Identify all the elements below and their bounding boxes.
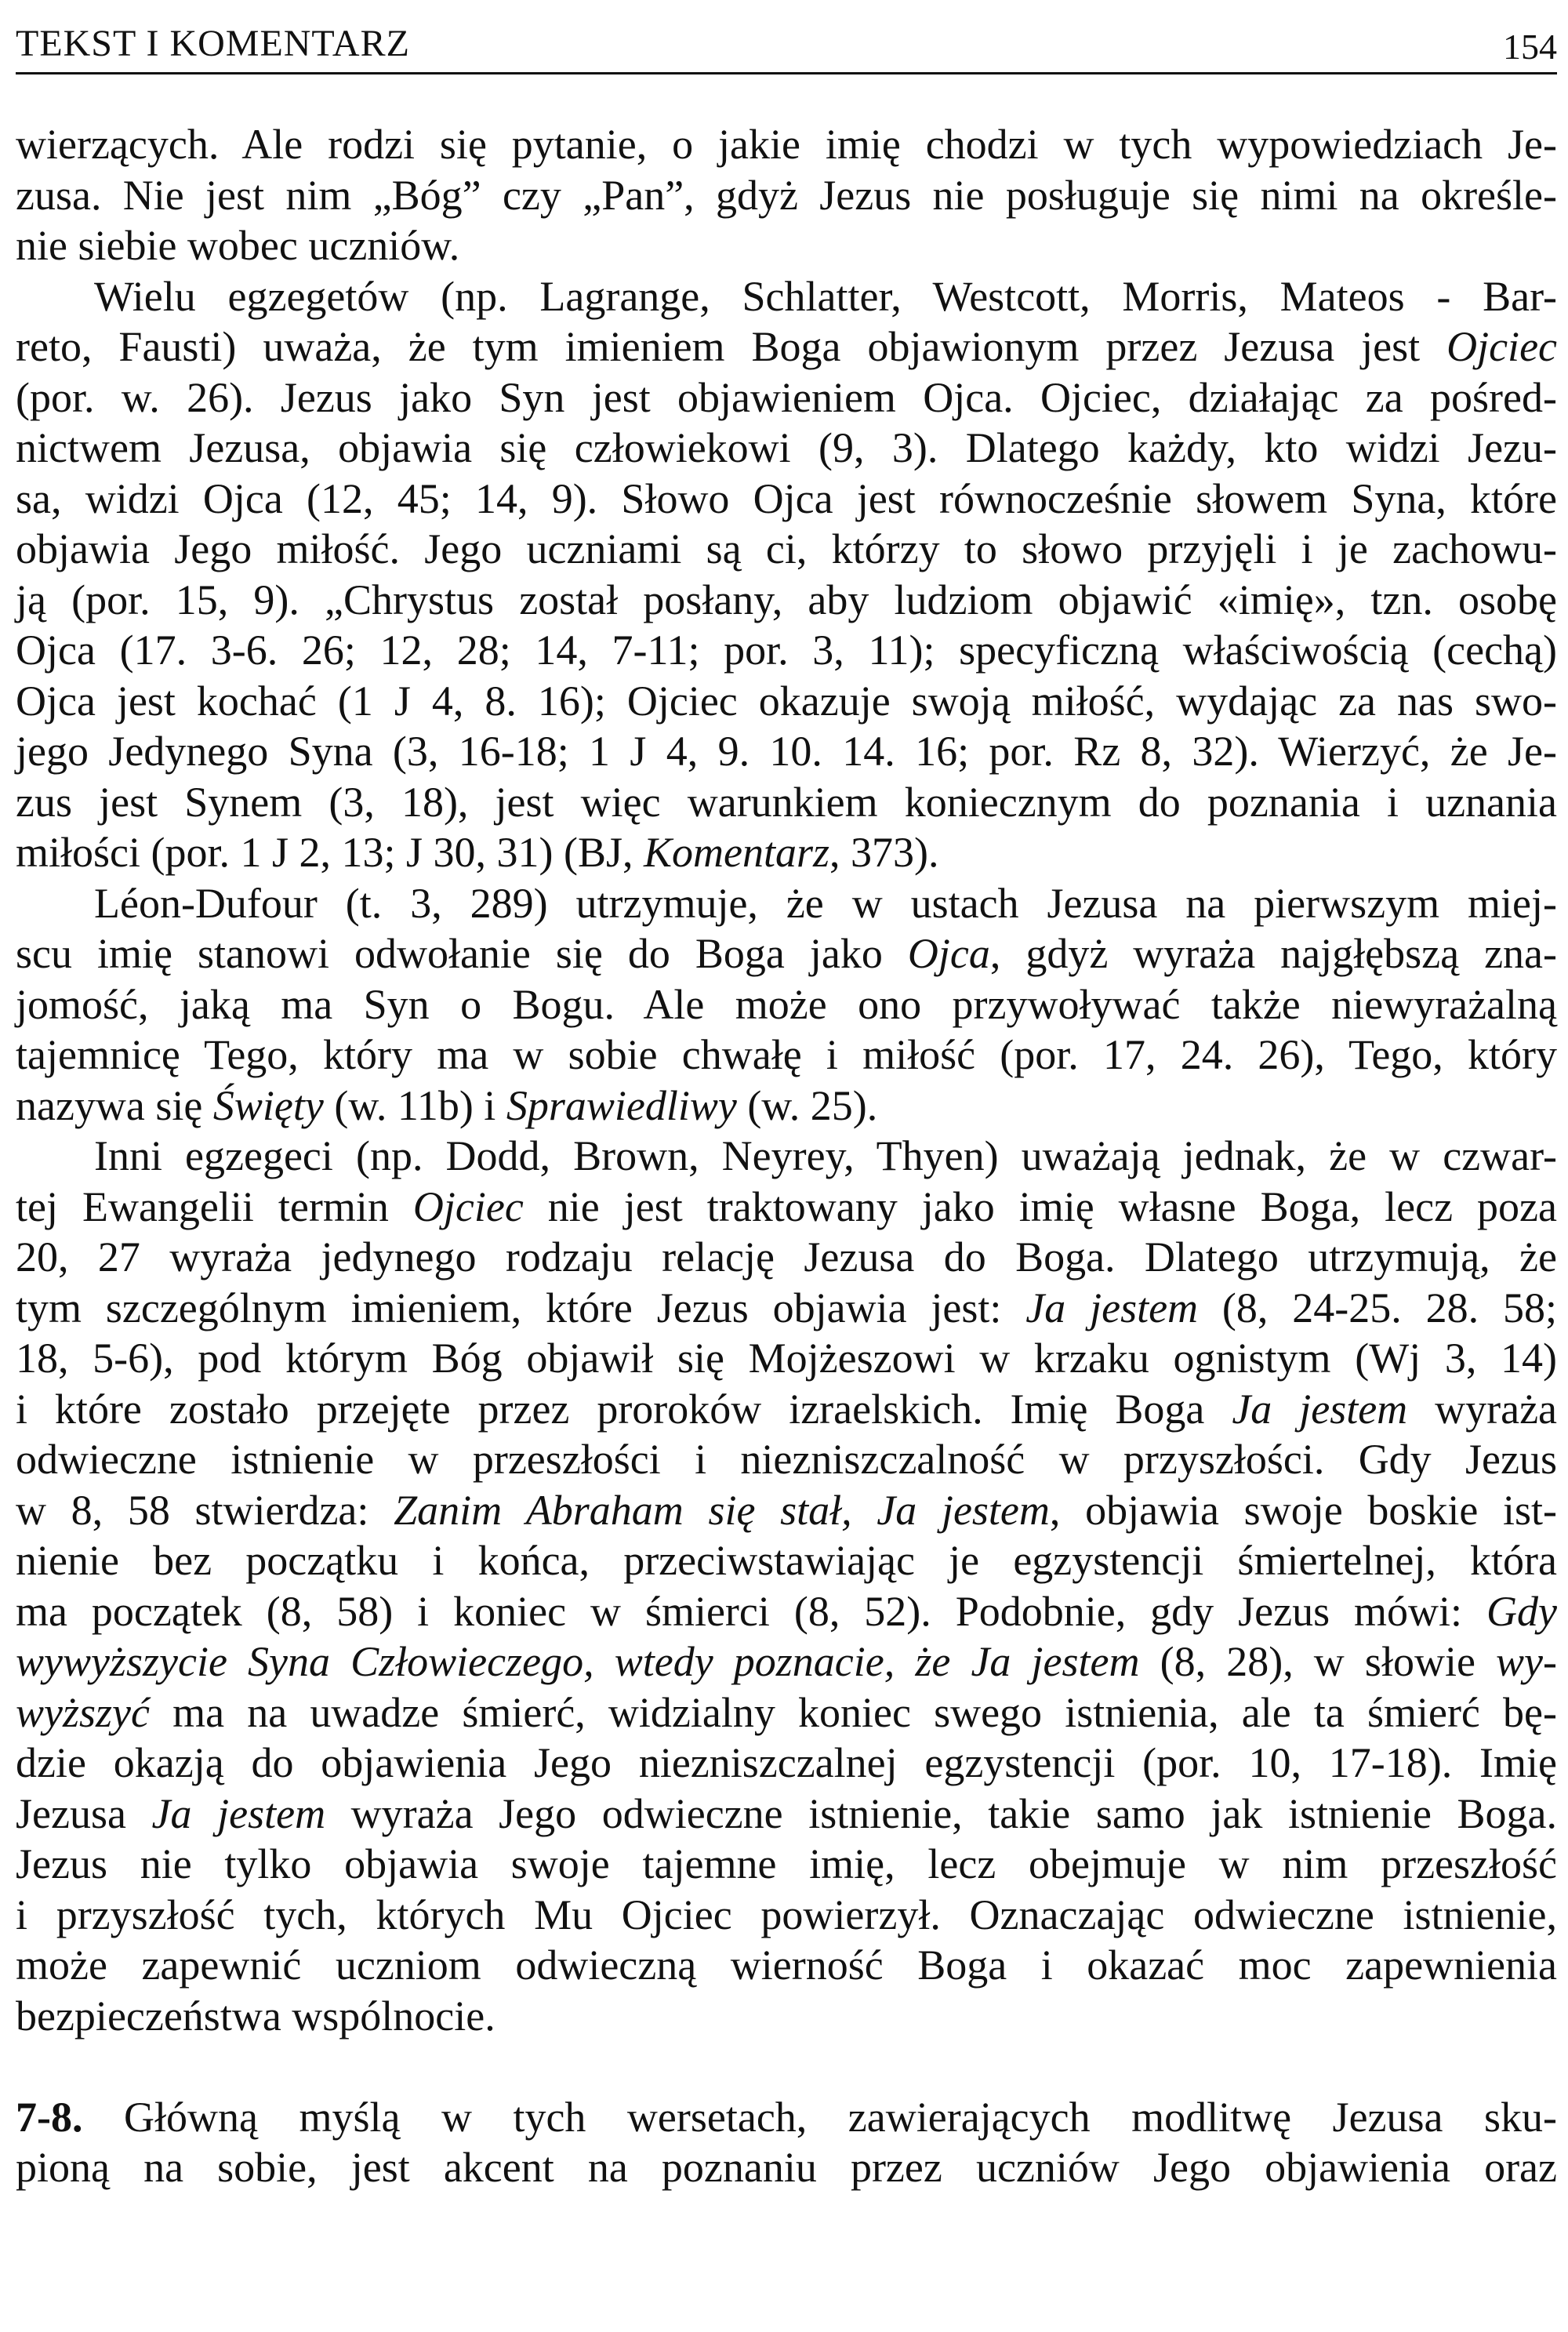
text-segment: Ojca (17. 3-6. 26; 12, 28; 14, 7-11; por. 3, 11); specyficzną właściwością (cechą) xyxy=(16,627,1557,674)
text-segment: nie jest traktowany jako imię własne Boga, lecz poza xyxy=(523,1182,1557,1230)
text-line xyxy=(16,474,1557,525)
text-segment: odwieczne istnienie w przeszłości i niezniszczalność w przyszłości. Gdy Jezus xyxy=(16,1436,1557,1483)
text-segment: (8, 24-25. 28. 58; xyxy=(1198,1284,1557,1331)
text-line xyxy=(16,1333,1557,1384)
text-line xyxy=(16,777,1557,828)
text-line xyxy=(16,1182,1557,1233)
text-line xyxy=(16,928,1557,979)
text-segment: , 373). xyxy=(829,829,939,876)
italic-text: Ja jestem xyxy=(1025,1284,1199,1331)
text-line xyxy=(16,1030,1557,1081)
text-segment: (por. w. 26). Jezus jako Syn jest objawieniem Ojca. Ojciec, działając za pośred- xyxy=(16,373,1557,421)
italic-text: Ja jestem xyxy=(151,1789,326,1837)
text-line xyxy=(16,625,1557,676)
text-line xyxy=(16,524,1557,575)
text-segment: ma na uwadze śmierć, widzialny koniec swego istnienia, ale ta śmierć bę- xyxy=(149,1688,1557,1736)
text-segment: nienie bez początku i końca, przeciwstawiając je egzystencji śmiertelnej, która xyxy=(16,1537,1557,1584)
text-line xyxy=(16,1586,1557,1637)
italic-text: Zanim Abraham się stał, Ja jestem xyxy=(394,1486,1050,1534)
text-line xyxy=(16,1232,1557,1283)
italic-text: wywyższycie Syna Człowieczego, wtedy poznacie, że Ja jestem xyxy=(16,1638,1140,1685)
text-segment: tej Ewangelii termin xyxy=(16,1182,413,1230)
italic-text: Sprawiedliwy xyxy=(506,1081,737,1129)
italic-text: wy- xyxy=(1496,1638,1557,1685)
italic-text: Ojca xyxy=(907,930,990,977)
text-segment: nazywa się xyxy=(16,1081,213,1129)
text-segment: Léon-Dufour (t. 3, 289) utrzymuje, że w ustach Jezusa na pierwszym miej- xyxy=(94,879,1557,927)
text-line xyxy=(16,372,1557,423)
text-segment: nie siebie wobec uczniów. xyxy=(16,222,460,269)
italic-text: wyższyć xyxy=(16,1688,150,1736)
text-segment: tym szczególnym imieniem, które Jezus objawia jest: xyxy=(16,1284,1026,1331)
italic-text: Gdy xyxy=(1486,1587,1557,1635)
text-line xyxy=(16,827,1557,878)
italic-text: Ojciec xyxy=(1446,323,1557,370)
text-line xyxy=(16,878,1557,929)
text-line xyxy=(16,676,1557,727)
text-line xyxy=(16,979,1557,1030)
text-segment: bezpieczeństwa wspólnocie. xyxy=(16,1992,495,2040)
text-line xyxy=(16,1890,1557,1941)
text-segment: 20, 27 wyraża jedynego rodzaju relację Jezusa do Boga. Dlatego utrzymują, że xyxy=(16,1233,1557,1280)
text-segment: ma początek (8, 58) i koniec w śmierci (8, 52). Podobnie, gdy Jezus mówi: xyxy=(16,1587,1487,1635)
italic-text: Święty xyxy=(212,1081,324,1129)
text-line xyxy=(16,271,1557,322)
text-line xyxy=(16,1434,1557,1485)
running-header xyxy=(16,20,1557,74)
text-line xyxy=(16,321,1557,372)
text-line xyxy=(16,170,1557,221)
text-segment: zus jest Synem (3, 18), jest więc warunkiem koniecznym do poznania i uznania xyxy=(16,778,1557,826)
text-segment: zusa. Nie jest nim „Bóg” czy „Pan”, gdyż Jezus nie posługuje się nimi na określe- xyxy=(16,171,1557,219)
text-line xyxy=(16,1485,1557,1536)
text-segment: wyraża xyxy=(1407,1385,1558,1433)
text-segment: Jezus nie tylko objawia swoje tajemne imię, lecz obejmuje w nim przeszłość xyxy=(16,1840,1557,1887)
text-segment: w 8, 58 stwierdza: xyxy=(16,1486,394,1534)
text-segment: Główną myślą w tych wersetach, zawierających modlitwę Jezusa sku- xyxy=(82,2093,1557,2141)
text-segment: 18, 5-6), pod którym Bóg objawił się Mojżeszowi w krzaku ognistym (Wj 3, 14) xyxy=(16,1335,1557,1382)
text-segment: nictwem Jezusa, objawia się człowiekowi (9, 3). Dlatego każdy, kto widzi Jezu- xyxy=(16,424,1557,471)
text-line xyxy=(16,1636,1557,1687)
bold-text: 7-8. xyxy=(16,2093,83,2141)
text-segment: scu imię stanowi odwołanie się do Boga jako xyxy=(16,930,908,977)
text-segment: (8, 28), w słowie xyxy=(1139,1638,1497,1685)
paragraph-gap xyxy=(16,2041,1557,2092)
text-segment: Wielu egzegetów (np. Lagrange, Schlatter, Westcott, Morris, Mateos - Bar- xyxy=(94,272,1557,320)
italic-text: Ja jestem xyxy=(1232,1385,1408,1433)
text-segment: , gdyż wyraża najgłębszą zna- xyxy=(989,930,1557,977)
text-segment: pioną na sobie, jest akcent na poznaniu przez uczniów Jego objawienia oraz xyxy=(16,2144,1557,2191)
text-segment: (w. 11b) i xyxy=(323,1081,506,1129)
commentary-body-text xyxy=(16,119,1557,2193)
text-line xyxy=(16,1738,1557,1789)
text-segment: reto, Fausti) uważa, że tym imieniem Boga objawionym przez Jezusa jest xyxy=(16,323,1447,370)
italic-text: Ojciec xyxy=(412,1182,524,1230)
text-line xyxy=(16,575,1557,626)
text-line xyxy=(16,1283,1557,1334)
text-segment: i które zostało przejęte przez proroków izraelskich. Imię Boga xyxy=(16,1385,1232,1433)
text-line xyxy=(16,1991,1557,2042)
text-line xyxy=(16,1789,1557,1840)
text-line xyxy=(16,2092,1557,2143)
page-number: 154 xyxy=(1503,27,1557,67)
text-line xyxy=(16,1940,1557,1991)
text-segment: może zapewnić uczniom odwieczną wierność Boga i okazać moc zapewnienia xyxy=(16,1942,1557,1989)
text-line xyxy=(16,1687,1557,1738)
text-line xyxy=(16,1081,1557,1131)
text-segment: Inni egzegeci (np. Dodd, Brown, Neyrey, Thyen) uważają jednak, że w czwar- xyxy=(94,1132,1557,1179)
text-segment: Ojca jest kochać (1 J 4, 8. 16); Ojciec okazuje swoją miłość, wydając za nas swo- xyxy=(16,677,1557,725)
text-segment: tajemnicę Tego, który ma w sobie chwałę i miłość (por. 17, 24. 26), Tego, który xyxy=(16,1031,1557,1078)
text-line xyxy=(16,119,1557,170)
text-segment: ją (por. 15, 9). „Chrystus został posłany, aby ludziom objawić «imię», tzn. osobę xyxy=(16,576,1557,623)
text-line xyxy=(16,1384,1557,1435)
text-line xyxy=(16,220,1557,271)
text-segment: sa, widzi Ojca (12, 45; 14, 9). Słowo Ojca jest równocześnie słowem Syna, które xyxy=(16,474,1557,522)
text-segment: wierzących. Ale rodzi się pytanie, o jakie imię chodzi w tych wypowiedziach Je- xyxy=(16,121,1557,168)
text-line xyxy=(16,2142,1557,2193)
text-segment: objawia Jego miłość. Jego uczniami są ci, którzy to słowo przyjęli i je zachowu- xyxy=(16,525,1557,572)
text-line xyxy=(16,1839,1557,1890)
text-line xyxy=(16,726,1557,777)
running-header-title: TEKST I KOMENTARZ xyxy=(16,23,410,64)
text-line xyxy=(16,1131,1557,1182)
italic-text: Komentarz xyxy=(644,829,830,876)
text-line xyxy=(16,423,1557,474)
text-segment: wyraża Jego odwieczne istnienie, takie samo jak istnienie Boga. xyxy=(325,1789,1558,1837)
text-segment: (w. 25). xyxy=(736,1081,878,1129)
text-segment: Jezusa xyxy=(16,1789,152,1837)
text-segment: dzie okazją do objawienia Jego niezniszczalnej egzystencji (por. 10, 17-18). Imię xyxy=(16,1739,1557,1786)
text-segment: , objawia swoje boskie ist- xyxy=(1049,1486,1557,1534)
text-segment: jego Jedynego Syna (3, 16-18; 1 J 4, 9. 10. 14. 16; por. Rz 8, 32). Wierzyć, że Je- xyxy=(16,728,1557,775)
text-segment: miłości (por. 1 J 2, 13; J 30, 31) (BJ, xyxy=(16,829,644,876)
text-line xyxy=(16,1535,1557,1586)
text-segment: i przyszłość tych, których Mu Ojciec powierzył. Oznaczając odwieczne istnienie, xyxy=(16,1891,1557,1938)
text-segment: jomość, jaką ma Syn o Bogu. Ale może ono przywoływać także niewyrażalną xyxy=(16,980,1557,1028)
